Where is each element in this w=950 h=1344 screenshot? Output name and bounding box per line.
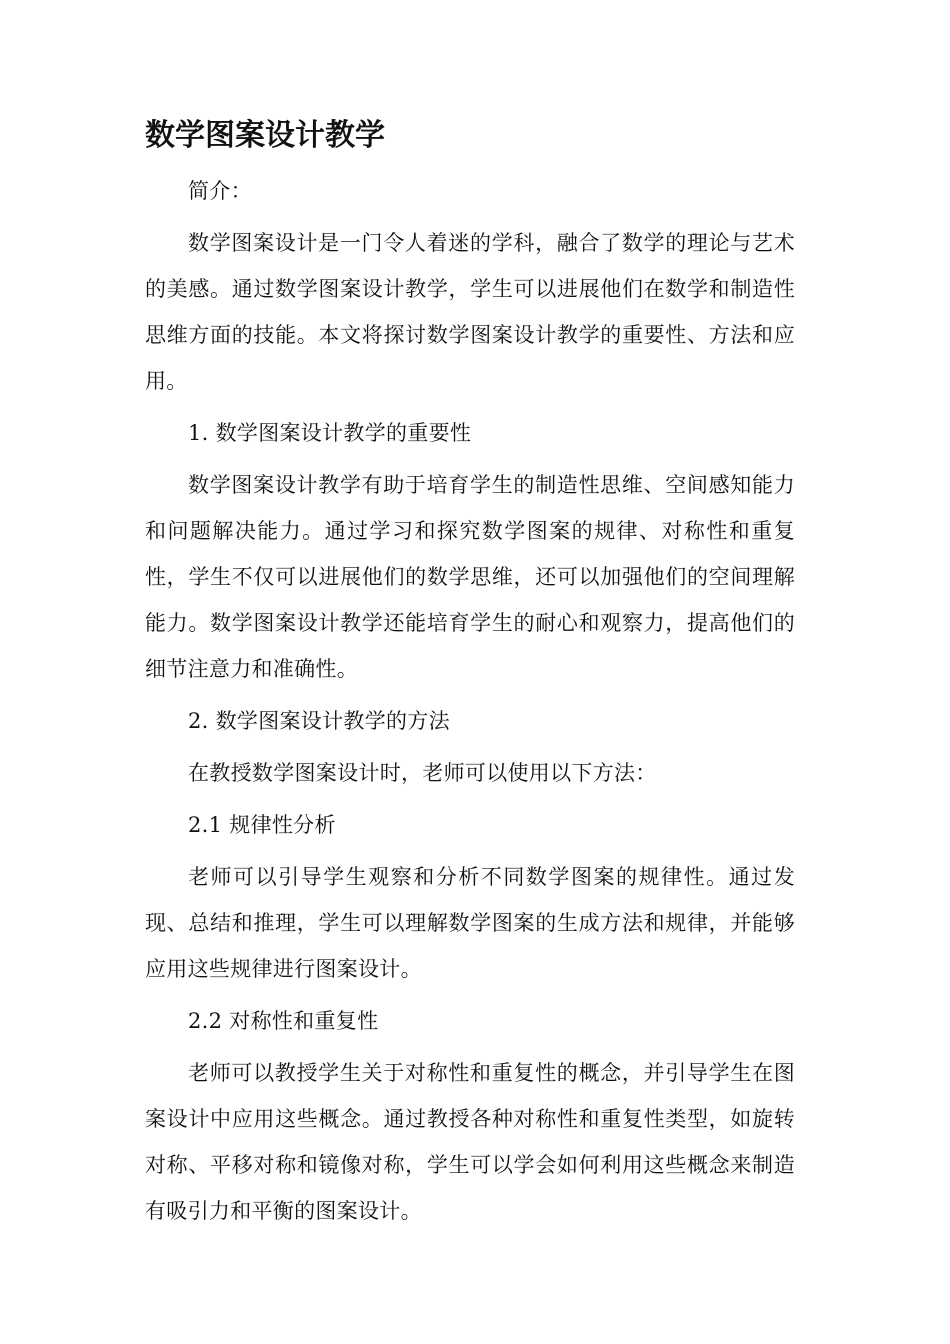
intro-paragraph: 数学图案设计是一门令人着迷的学科，融合了数学的理论与艺术的美感。通过数学图案设计教学，学生可以进展他们在数学和制造性思维方面的技能。本文将探讨数学图案设计教学的重要性、方法和应用。 [145,231,795,393]
section-1-paragraph: 数学图案设计教学有助于培育学生的制造性思维、空间感知能力和问题解决能力。通过学习和探究数学图案的规律、对称性和重复性，学生不仅可以进展他们的数学思维，还可以加强他们的空间理解能力。数学图案设计教学还能培育学生的耐心和观察力，提高他们的细节注意力和准确性。 [145,473,795,681]
document-page [145,112,795,1240]
document-title: 数学图案设计教学 [145,118,385,153]
intro-label: 简介： [188,179,252,203]
section-1-heading: 1. 数学图案设计教学的重要性 [188,421,472,445]
section-2-2-heading: 2.2 对称性和重复性 [188,1009,379,1033]
section-2-paragraph: 在教授数学图案设计时，老师可以使用以下方法： [188,761,657,785]
section-2-2-paragraph: 老师可以教授学生关于对称性和重复性的概念，并引导学生在图案设计中应用这些概念。通过教授各种对称性和重复性类型，如旋转对称、平移对称和镜像对称，学生可以学会如何利用这些概念来制造有吸引力和平衡的图案设计。 [145,1061,795,1223]
section-2-heading: 2. 数学图案设计教学的方法 [188,709,450,733]
section-2-1-paragraph: 老师可以引导学生观察和分析不同数学图案的规律性。通过发现、总结和推理，学生可以理解数学图案的生成方法和规律，并能够应用这些规律进行图案设计。 [145,865,795,981]
section-2-1-heading: 2.1 规律性分析 [188,813,336,837]
